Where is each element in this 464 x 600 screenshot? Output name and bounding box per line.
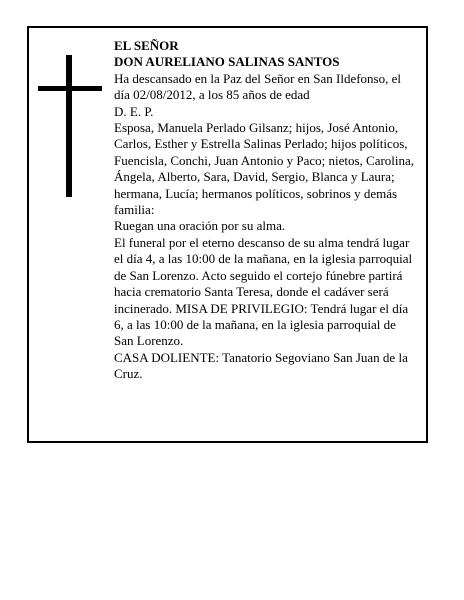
notice-title-line1: EL SEÑOR	[114, 38, 179, 53]
cross-vertical-bar	[66, 55, 72, 197]
death-announcement: Ha descansado en la Paz del Señor en San Ildefonso, el día 02/08/2012, a los 85 años de edad	[114, 70, 401, 103]
obituary-text	[114, 38, 418, 383]
notice-deceased-name: DON AURELIANO SALINAS SANTOS	[114, 54, 340, 70]
family-list: Esposa, Manuela Perlado Gilsanz; hijos, José Antonio, Carlos, Esther y Estrella Salinas Perlado; hijos políticos, Fuencisla, Conchi, Juan Antonio y Paco; nietos, Carolina, Ángela, Alberto, Sara, David, Sergio, Blanca y Laura; hermana, Lucía; hermanos políticos, sobrinos y demás familia:	[114, 120, 415, 218]
mourning-house: CASA DOLIENTE: Tanatorio Segoviano San Juan de la Cruz.	[114, 349, 408, 382]
cross-icon	[38, 55, 102, 197]
dep-text: D. E. P.	[114, 103, 154, 119]
funeral-info: El funeral por el eterno descanso de su alma tendrá lugar el día 4, a las 10:00 de la mañana, en la iglesia parroquial de San Lorenzo. Acto seguido el cortejo fúnebre partirá hacia crematorio Santa Teresa, donde el cadáver será incinerado. MISA DE PRIVILEGIO: Tendrá lugar el día 6, a las 10:00 de la mañana, en la iglesia parroquial de San Lorenzo.	[114, 234, 413, 349]
prayer-request: Ruegan una oración por su alma.	[114, 218, 286, 234]
cross-horizontal-bar	[38, 86, 102, 91]
